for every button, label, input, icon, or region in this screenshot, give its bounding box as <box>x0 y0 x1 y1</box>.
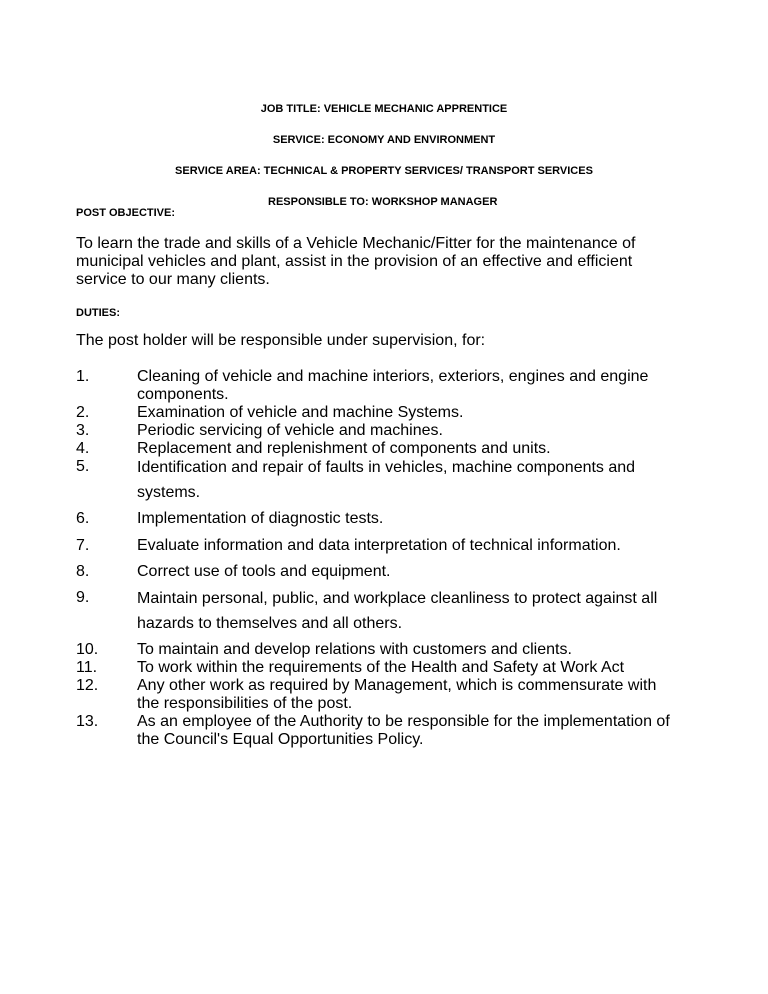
duty-text: To maintain and develop relations with customers and clients. <box>137 641 572 658</box>
duty-number: 7. <box>76 537 90 554</box>
duty-number: 6. <box>76 510 90 527</box>
duty-number: 11. <box>76 659 98 676</box>
duty-number: 9. <box>76 589 90 606</box>
duty-text: Maintain personal, public, and workplace cleanliness to protect against all hazards to themselves and all others. <box>137 590 658 632</box>
duty-number: 1. <box>76 368 90 385</box>
duty-number: 5. <box>76 458 90 475</box>
duty-number: 8. <box>76 563 90 580</box>
duty-text: Implementation of diagnostic tests. <box>137 510 384 527</box>
duty-text: Any other work as required by Management, which is commensurate with the responsibilities of the post. <box>137 677 657 712</box>
duty-text: Replacement and replenishment of components and units. <box>137 440 551 457</box>
duties-label: DUTIES: <box>76 307 120 319</box>
duty-text: Evaluate information and data interpretation of technical information. <box>137 537 621 554</box>
duty-number: 13. <box>76 713 99 730</box>
duty-text: To work within the requirements of the Health and Safety at Work Act <box>137 659 625 676</box>
post-objective-label: POST OBJECTIVE: <box>76 207 176 219</box>
duty-number: 10. <box>76 641 99 658</box>
service-area-heading: SERVICE AREA: TECHNICAL & PROPERTY SERVICES/ TRANSPORT SERVICES <box>175 165 593 177</box>
duties-intro: The post holder will be responsible under supervision, for: <box>76 332 486 349</box>
duty-number: 2. <box>76 404 90 421</box>
duty-number: 12. <box>76 677 99 694</box>
service-heading: SERVICE: ECONOMY AND ENVIRONMENT <box>272 134 496 146</box>
job-title: JOB TITLE: VEHICLE MECHANIC APPRENTICE <box>260 103 508 115</box>
duty-number: 3. <box>76 422 90 439</box>
duty-text: Periodic servicing of vehicle and machines. <box>137 422 443 439</box>
duty-text: Identification and repair of faults in vehicles, machine components and systems. <box>137 459 636 501</box>
duty-number: 4. <box>76 440 90 457</box>
duty-text: Correct use of tools and equipment. <box>137 563 391 580</box>
duty-text: Cleaning of vehicle and machine interiors, exteriors, engines and engine components. <box>137 368 649 403</box>
duty-text: As an employee of the Authority to be responsible for the implementation of the Council's Equal Opportunities Policy. <box>137 713 670 748</box>
post-objective-text: To learn the trade and skills of a Vehicle Mechanic/Fitter for the maintenance of municipal vehicles and plant, assist in the provision of an effective and efficient service to our many clients. <box>76 235 636 288</box>
duty-text: Examination of vehicle and machine Systems. <box>137 404 464 421</box>
responsible-to-heading: RESPONSIBLE TO: WORKSHOP MANAGER <box>268 196 498 208</box>
